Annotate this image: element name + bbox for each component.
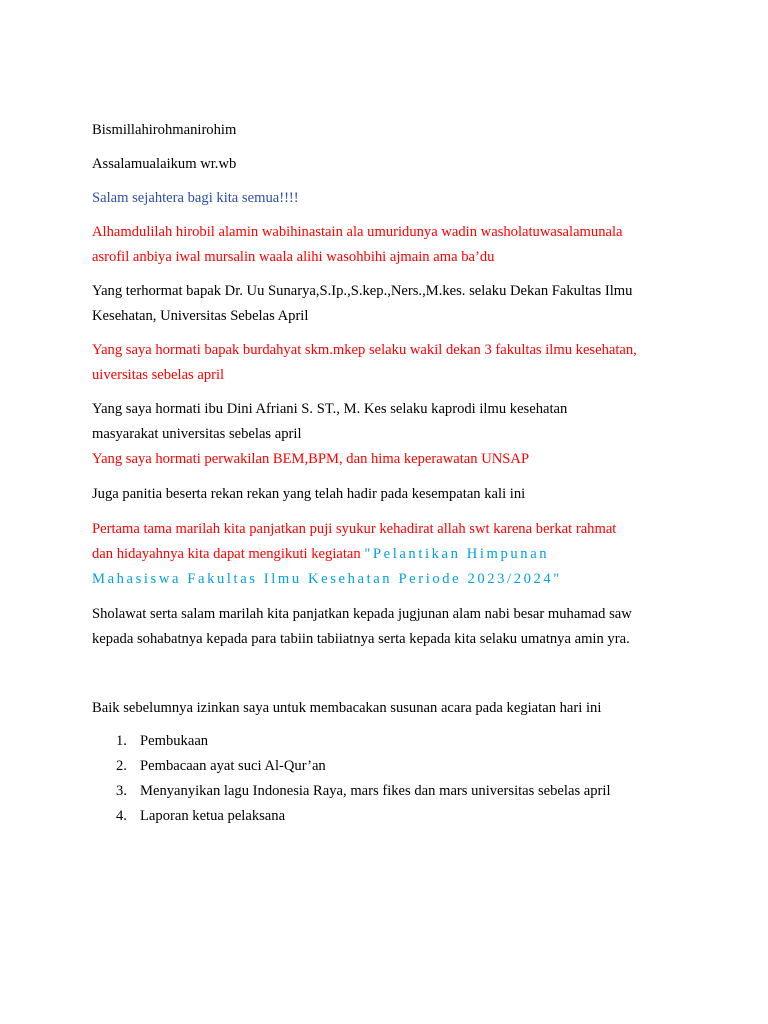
agenda-item	[92, 729, 692, 754]
event-title-part-2: Mahasiswa Fakultas Ilmu Kesehatan Periode 2023/2024"	[92, 571, 562, 587]
hamdalah-line-2: asrofil anbiya iwal mursalin waala alihi wasohbihi ajmain ama ba’du	[92, 249, 495, 265]
gratitude-line-2	[92, 542, 692, 567]
document-page	[92, 118, 692, 829]
agenda-list	[92, 729, 692, 829]
sholawat-line-2: kepada sohabatnya kepada para tabiin tabiiatnya serta kepada kita selaku umatnya amin yra.	[92, 631, 630, 647]
agenda-item-number: 4.	[116, 808, 127, 824]
agenda-item-text: Laporan ketua pelaksana	[140, 808, 286, 824]
respect-kaprodi-paragraph	[92, 397, 692, 447]
salam-line: Assalamualaikum wr.wb	[92, 156, 237, 172]
agenda-item-number: 2.	[116, 758, 127, 774]
agenda-item	[92, 754, 692, 779]
sholawat-paragraph	[92, 602, 692, 652]
sholawat-line-1: Sholawat serta salam marilah kita panjatkan kepada jugjunan alam nabi besar muhamad saw	[92, 606, 632, 622]
respect-kaprodi-line-1: Yang saya hormati ibu Dini Afriani S. ST., M. Kes selaku kaprodi ilmu kesehatan	[92, 401, 568, 417]
agenda-item	[92, 804, 692, 829]
event-title-part-1: "Pelantikan Himpunan	[364, 546, 550, 562]
agenda-item-number: 1.	[116, 733, 127, 749]
greeting-line: Salam sejahtera bagi kita semua!!!!	[92, 190, 299, 206]
respect-vice-dean-paragraph	[92, 338, 692, 388]
agenda-item-text: Pembukaan	[140, 733, 209, 749]
agenda-item	[92, 779, 692, 804]
respect-dean-paragraph	[92, 279, 692, 329]
gratitude-paragraph	[92, 517, 692, 592]
agenda-item-text: Menyanyikan lagu Indonesia Raya, mars fikes dan mars universitas sebelas april	[140, 783, 611, 799]
respect-vice-dean-line-2: uiversitas sebelas april	[92, 367, 225, 383]
respect-kaprodi-line-2: masyarakat universitas sebelas april	[92, 426, 302, 442]
respect-dean-line-1: Yang terhormat bapak Dr. Uu Sunarya,S.Ip.,S.kep.,Ners.,M.kes. selaku Dekan Fakultas Ilmu	[92, 283, 633, 299]
respect-dean-line-2: Kesehatan, Universitas Sebelas April	[92, 308, 309, 324]
respect-vice-dean-line-1: Yang saya hormati bapak burdahyat skm.mkep selaku wakil dekan 3 fakultas ilmu kesehatan,	[92, 342, 637, 358]
respect-organizations-line: Yang saya hormati perwakilan BEM,BPM, dan hima keperawatan UNSAP	[92, 451, 530, 467]
agenda-intro-line: Baik sebelumnya izinkan saya untuk membacakan susunan acara pada kegiatan hari ini	[92, 700, 602, 716]
hamdalah-paragraph	[92, 220, 692, 270]
hamdalah-line-1: Alhamdulilah hirobil alamin wabihinastain ala umuridunya wadin washolatuwasalamunala	[92, 224, 623, 240]
agenda-item-number: 3.	[116, 783, 127, 799]
gratitude-line-2-text: dan hidayahnya kita dapat mengikuti kegiatan	[92, 546, 365, 562]
committee-line: Juga panitia beserta rekan rekan yang telah hadir pada kesempatan kali ini	[92, 486, 526, 502]
agenda-item-text: Pembacaan ayat suci Al-Qur’an	[140, 758, 326, 774]
opening-line: Bismillahirohmanirohim	[92, 122, 237, 138]
gratitude-line-1: Pertama tama marilah kita panjatkan puji syukur kehadirat allah swt karena berkat rahmat	[92, 521, 617, 537]
